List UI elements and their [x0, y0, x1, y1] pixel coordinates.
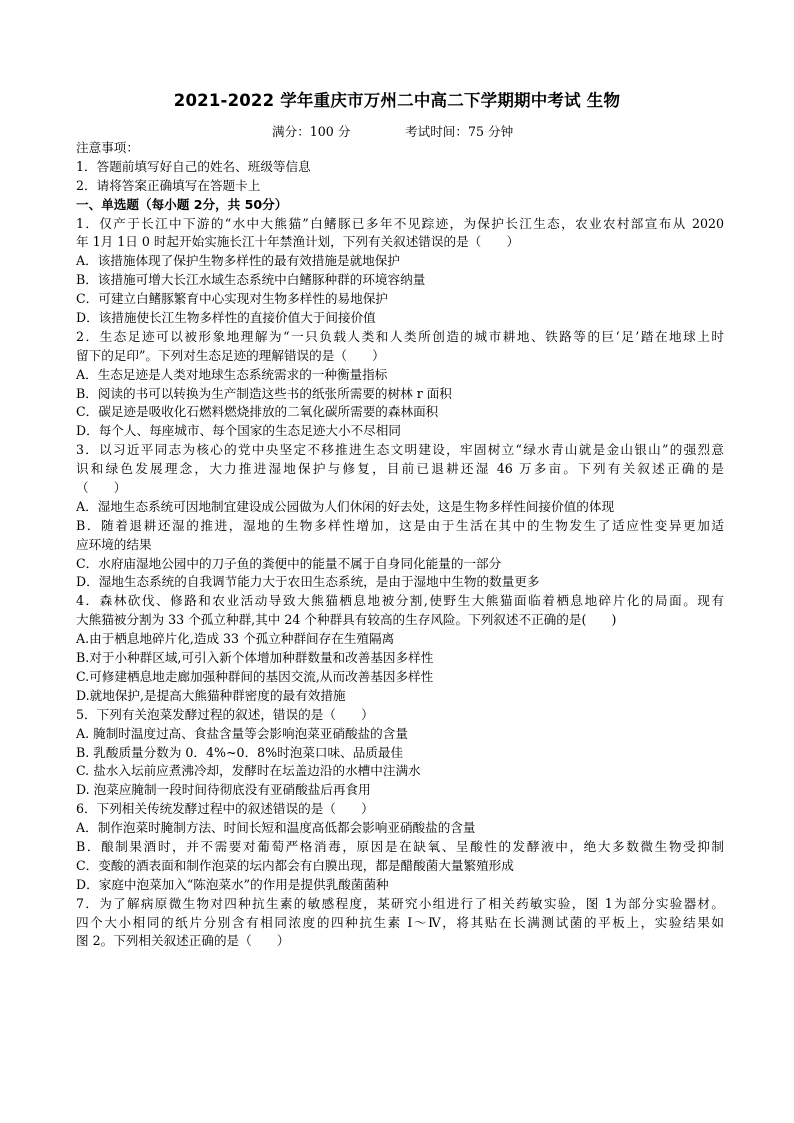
text-line: 1．仅产于长江中下游的“水中大熊猫”白鳍豚已多年不见踪迹，为保护长江生态，农业农村部宣布从 2020 — [76, 215, 724, 231]
text-line: B．酿制果酒时，并不需要对葡萄严格消毒，原因是在缺氧、呈酸性的发酵液中，绝大多数微生物受抑制 — [76, 838, 724, 854]
text-line: 留下的足印”。下列对生态足迹的理解错误的是（ ） — [76, 347, 385, 363]
text-line: 年 1月 1日 0 时起开始实施长江十年禁渔计划，下列有关叙述错误的是（ ） — [76, 234, 520, 250]
exam-time: 考试时间：75 分钟 — [405, 124, 514, 139]
text-line: 图 2。下列相关叙述正确的是（ ） — [76, 933, 290, 949]
text-line: 5．下列有关泡菜发酵过程的叙述，错误的是（ ） — [76, 706, 374, 722]
full-score: 满分：100 分 — [272, 124, 351, 139]
text-line: D.就地保护,是提高大熊猫种群密度的最有效措施 — [76, 687, 346, 703]
text-line: 1．答题前填写好自己的姓名、班级等信息 — [76, 158, 311, 174]
text-line: C．碳足迹是吸收化石燃料燃烧排放的二氧化碳所需要的森林面积 — [76, 404, 439, 420]
text-line: D．家庭中泡菜加入“陈泡菜水”的作用是提供乳酸菌菌种 — [76, 876, 389, 892]
text-line: 识和绿色发展理念，大力推进湿地保护与修复，目前已退耕还湿 46 万多亩。下列有关叙述正确的是 — [76, 461, 724, 477]
text-line: （ ） — [76, 480, 127, 496]
text-line: C．可建立白鳍豚繁育中心实现对生物多样性的易地保护 — [76, 291, 388, 307]
text-line: A．制作泡菜时腌制方法、时间长短和温度高低都会影响亚硝酸盐的含量 — [76, 820, 476, 836]
text-line: D．该措施使长江生物多样性的直接价值大于间接价值 — [76, 310, 376, 326]
text-line: B.对于小种群区域,可引入新个体增加种群数量和改善基因多样性 — [76, 650, 434, 666]
text-line: 应环境的结果 — [76, 536, 152, 552]
text-line: D. 泡菜应腌制一段时间待彻底没有亚硝酸盐后再食用 — [76, 782, 371, 798]
section-heading: 一、单选题（每小题 2分，共 50分） — [76, 196, 288, 212]
text-line: 2．生态足迹可以被形象地理解为“一只负载人类和人类所创造的城市耕地、铁路等的巨‘足’踏在地球上时 — [76, 328, 724, 344]
text-line: 2．请将答案正确填写在答题卡上 — [76, 177, 261, 193]
exam-body — [76, 139, 724, 951]
text-line: C. 盐水入坛前应煮沸冷却，发酵时在坛盖边沿的水槽中注满水 — [76, 763, 421, 779]
text-line: 注意事项： — [76, 140, 139, 155]
text-line: D．湿地生态系统的自我调节能力大于农田生态系统，是由于湿地中生物的数量更多 — [76, 574, 540, 590]
text-line: 7．为了解病原微生物对四种抗生素的敏感程度，某研究小组进行了相关药敏实验，图 1为部分实验器材。 — [76, 895, 724, 911]
text-line: 4．森林砍伐、修路和农业活动导致大熊猫栖息地被分割,使野生大熊猫面临着栖息地碎片化的局面。现有 — [76, 593, 724, 609]
text-line: A.由于栖息地碎片化,造成 33 个孤立种群间存在生殖隔离 — [76, 631, 395, 647]
text-line: 6．下列相关传统发酵过程中的叙述错误的是（ ） — [76, 801, 374, 817]
text-line: A．该措施体现了保护生物多样性的最有效措施是就地保护 — [76, 253, 400, 269]
text-line: A．生态足迹是人类对地球生态系统需求的一种衡量指标 — [76, 366, 388, 382]
text-line: A. 腌制时温度过高、食盐含量等会影响泡菜亚硝酸盐的含量 — [76, 725, 408, 741]
text-line: B．随着退耕还湿的推进，湿地的生物多样性增加，这是由于生活在其中的生物发生了适应性变异更加适 — [76, 517, 724, 533]
text-line: A．湿地生态系统可因地制宜建设成公园做为人们休闲的好去处，这是生物多样性间接价值的体现 — [76, 498, 615, 514]
text-line: 3．以习近平同志为核心的党中央坚定不移推进生态文明建设，牢固树立“绿水青山就是金山银山”的强烈意 — [76, 442, 724, 458]
text-line: D．每个人、每座城市、每个国家的生态足迹大小不尽相同 — [76, 423, 401, 439]
text-line: C．水府庙湿地公园中的刀子鱼的粪便中的能量不属于自身同化能量的一部分 — [76, 555, 502, 571]
text-line: B．该措施可增大长江水域生态系统中白鳍豚种群的环境容纳量 — [76, 272, 426, 288]
text-line: B. 乳酸质量分数为 0．4%~0．8%时泡菜口味、品质最佳 — [76, 744, 404, 760]
text-line: C.可修建栖息地走廊加强种群间的基因交流,从而改善基因多样性 — [76, 668, 434, 684]
text-line: B．阅读的书可以转换为生产制造这些书的纸张所需要的树林 r 面积 — [76, 385, 452, 401]
text-line: C．变酸的酒表面和制作泡菜的坛内都会有白膜出现，都是醋酸菌大量繁殖形成 — [76, 857, 514, 873]
text-line: 四个大小相同的纸片分别含有相同浓度的四种抗生素 I～Ⅳ，将其贴在长满测试菌的平板上，实验结果如 — [76, 914, 724, 930]
exam-title: 2021-2022 学年重庆市万州二中高二下学期期中考试 生物 — [173, 91, 621, 110]
text-line: 大熊猫被分割为 33 个孤立种群,其中 24 个种群具有较高的生存风险。下列叙述不正确的是( ) — [76, 612, 617, 628]
